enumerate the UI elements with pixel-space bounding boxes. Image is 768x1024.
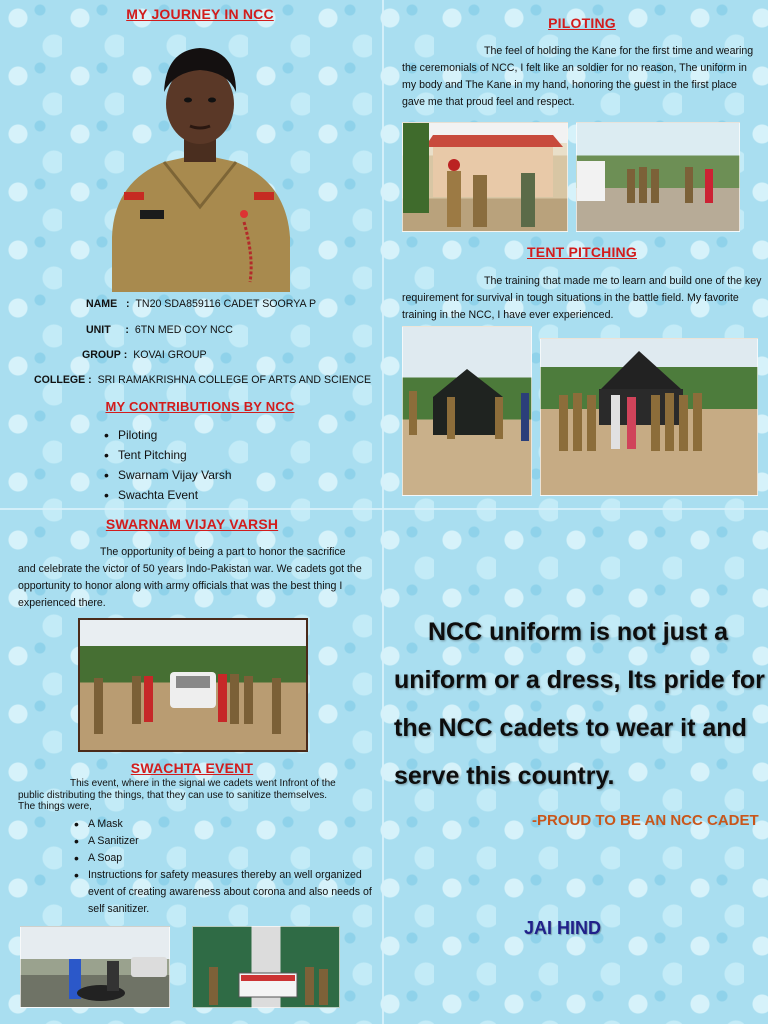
detail-college: COLLEGE : SRI RAMAKRISHNA COLLEGE OF ARTS AND SCIENCE <box>34 374 372 386</box>
list-item: • A Soap <box>74 850 374 867</box>
list-item: • Swachta Event <box>104 485 232 505</box>
swarnam-photo <box>78 618 308 752</box>
ncc-quote: NCC uniform is not just a uniform or a dress, Its pride for the NCC cadets to wear it and serve this country. <box>394 618 765 790</box>
cadet-portrait-photo <box>104 42 296 292</box>
swachta-text: This event, where in the signal we cadets went Infront of the public distributing the things, that they can use to sanitize themselves. The things were, <box>18 778 336 812</box>
proud-signature: -PROUD TO BE AN NCC CADET <box>532 812 759 829</box>
detail-group: GROUP : KOVAI GROUP <box>82 349 207 361</box>
tent-photo-1 <box>402 326 532 496</box>
detail-name: NAME : TN20 SDA859116 CADET SOORYA P <box>86 298 317 310</box>
piloting-photo-1 <box>402 122 568 232</box>
swachta-items-list <box>74 816 374 918</box>
tent-title: TENT PITCHING <box>527 244 637 260</box>
horizontal-divider <box>0 508 768 510</box>
contributions-title: MY CONTRIBUTIONS BY NCC <box>105 399 295 414</box>
piloting-title: PILOTING <box>548 15 616 31</box>
swachta-title: SWACHTA EVENT <box>130 760 254 776</box>
list-item: • A Mask <box>74 816 374 833</box>
swachta-photo-2 <box>192 926 340 1008</box>
swachta-photo-1 <box>20 926 170 1008</box>
detail-unit: UNIT : 6TN MED COY NCC <box>86 324 233 336</box>
jai-hind-closing: JAI HIND <box>524 918 602 938</box>
piloting-photo-2 <box>576 122 740 232</box>
list-item: • Tent Pitching <box>104 445 232 465</box>
list-item: • Piloting <box>104 425 232 445</box>
journey-title: MY JOURNEY IN NCC <box>126 6 274 22</box>
swarnam-title: SWARNAM VIJAY VARSH <box>105 516 279 532</box>
list-item: • A Sanitizer <box>74 833 374 850</box>
list-item: • Swarnam Vijay Varsh <box>104 465 232 485</box>
tent-photo-2 <box>540 338 758 496</box>
list-item: • Instructions for safety measures thereby an well organized event of creating awareness about corona and also needs of self sanitizer. <box>74 867 374 918</box>
piloting-text: The feel of holding the Kane for the first time and wearing the ceremonials of NCC, I felt like an soldier for no reason, The uniform in my body and The Kane in my hand, honoring the guest in the first place gave me that proud feel and respect. <box>402 45 754 108</box>
contributions-list <box>104 425 232 505</box>
vertical-divider <box>382 0 384 1024</box>
tent-text: The training that made me to learn and build one of the key requirement for survival in tough situations in the battle field. My favorite training in the NCC, I have ever experienced. <box>402 275 762 321</box>
swarnam-text: The opportunity of being a part to honor the sacrifice and celebrate the victor of 50 years Indo-Pakistan war. We cadets got the opportunity to honor along with army officials that was the best thing I experienced there. <box>18 546 362 609</box>
